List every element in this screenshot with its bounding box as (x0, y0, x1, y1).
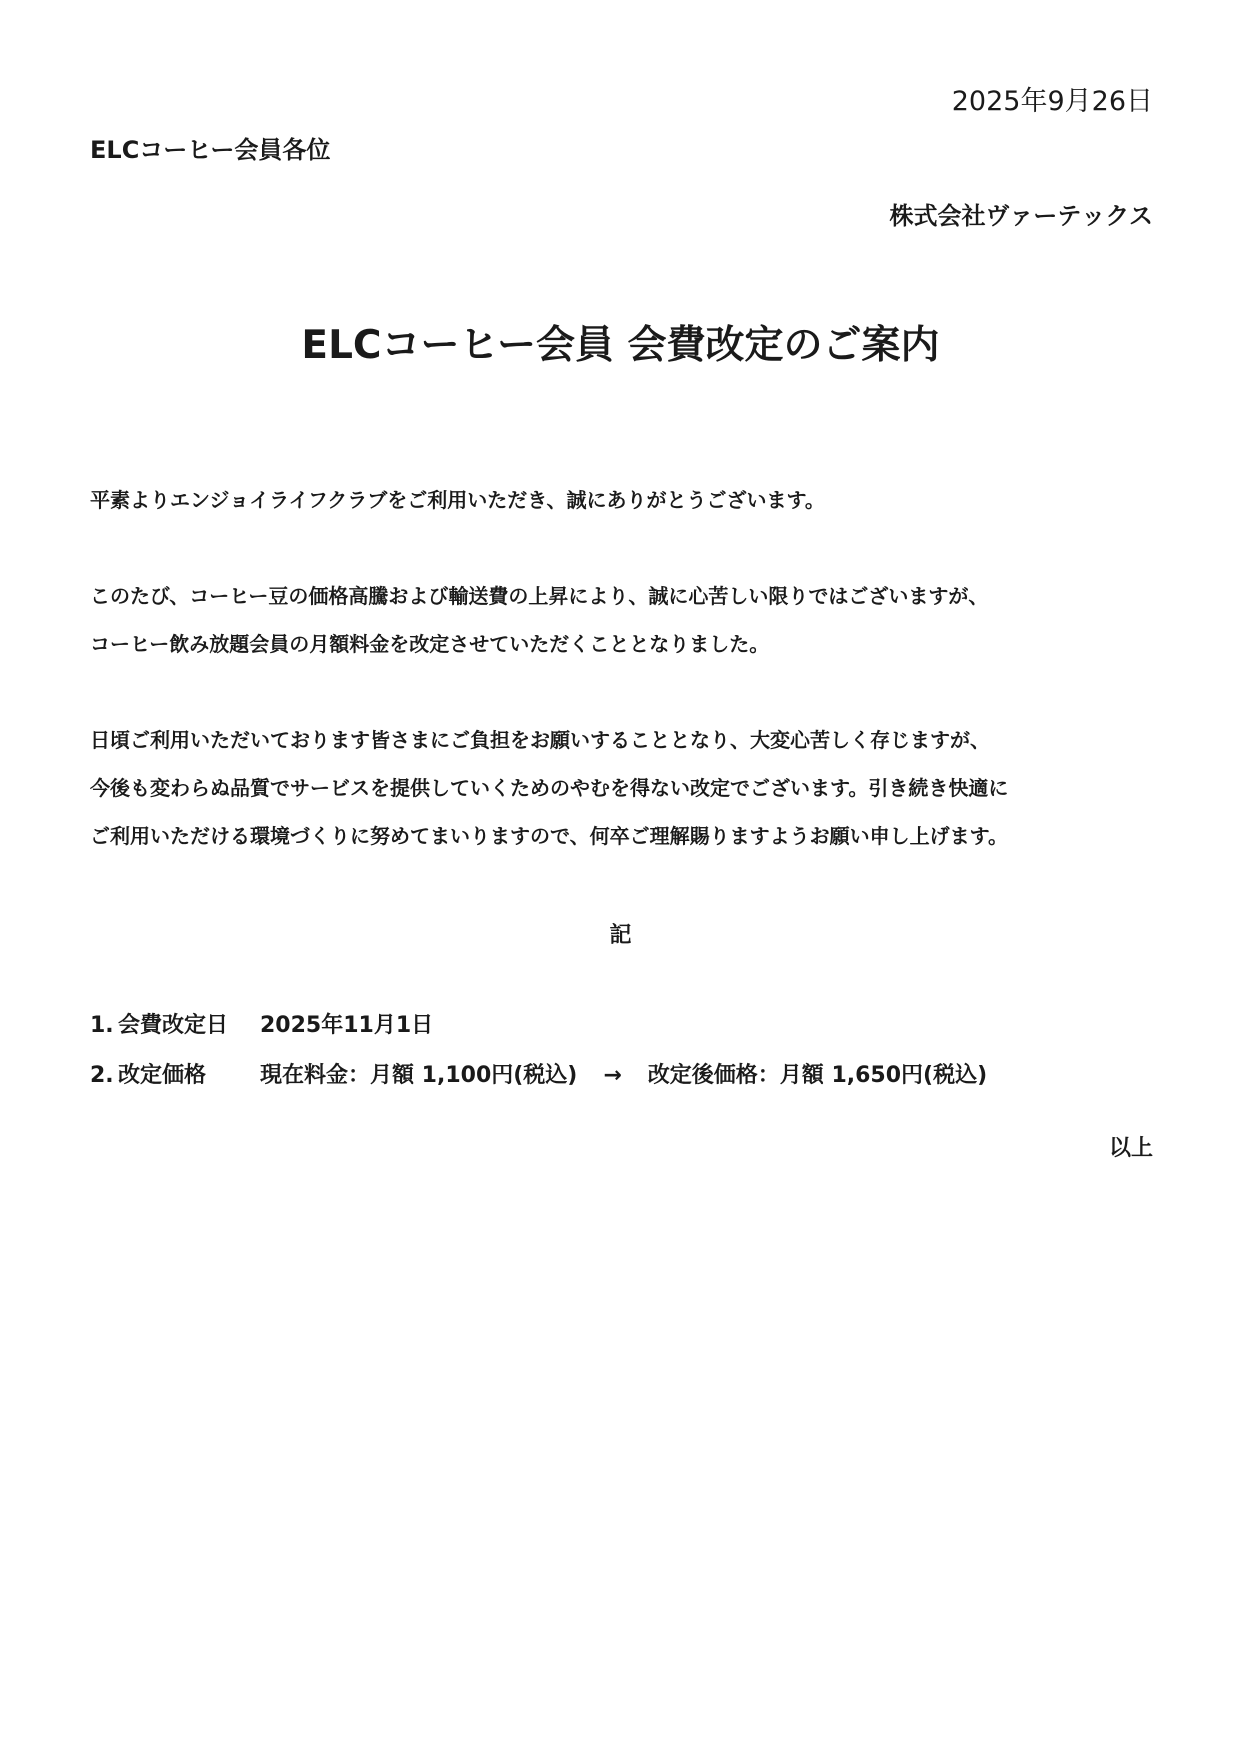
paragraph-line: ご利用いただける環境づくりに努めてまいりますので、何卒ご理解賜りますようお願い申し上げます。 (90, 824, 1008, 848)
paragraph-line: このたび、コーヒー豆の価格高騰および輸送費の上昇により、誠に心苦しい限りではございますが、 (90, 584, 989, 608)
closing-mark: 以上 (1108, 1136, 1153, 1161)
item-revision-date (90, 1010, 433, 1042)
paragraph-line: コーヒー飲み放題会員の月額料金を改定させていただくこととなりました。 (90, 632, 770, 656)
document-date: 2025年9月26日 (951, 86, 1153, 117)
ki-heading: 記 (609, 923, 632, 948)
paragraph-line: 平素よりエンジョイライフクラブをご利用いただき、誠にありがとうございます。 (90, 488, 825, 512)
item-label: 会費改定日 (118, 1013, 229, 1038)
paragraph-greeting (90, 476, 1160, 524)
new-price: 改定後価格：月額 1,650円(税込) (647, 1063, 988, 1088)
sender-company: 株式会社ヴァーテックス (889, 202, 1153, 230)
paragraph-reason (90, 572, 1160, 668)
item-number: 1. (90, 1013, 114, 1038)
item-value: 2025年11月1日 (260, 1013, 434, 1038)
item-revised-price (90, 1060, 987, 1092)
current-price: 現在料金：月額 1,100円(税込) (260, 1063, 578, 1088)
paragraph-apology (90, 716, 1160, 860)
item-number: 2. (90, 1063, 114, 1088)
arrow-icon: → (603, 1063, 622, 1088)
document-title: ELCコーヒー会員 会費改定のご案内 (301, 323, 940, 368)
paragraph-line: 日頃ご利用いただいております皆さまにご負担をお願いすることとなり、大変心苦しく存じますが、 (90, 728, 990, 752)
paragraph-line: 今後も変わらぬ品質でサービスを提供していくためのやむを得ない改定でございます。引き続き快適に (90, 776, 1009, 800)
recipient: ELCコーヒー会員各位 (90, 136, 331, 164)
item-label: 改定価格 (118, 1063, 207, 1088)
